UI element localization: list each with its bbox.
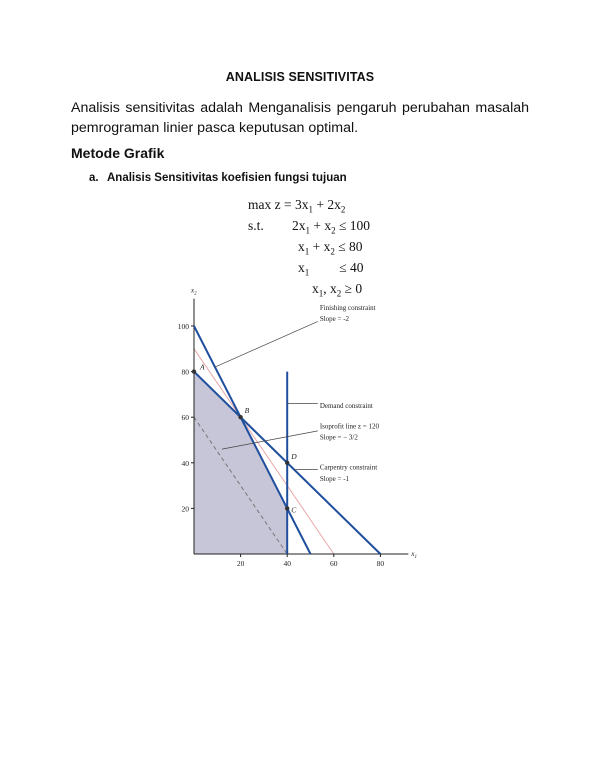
- y-tick-label: 40: [181, 458, 189, 468]
- constraint-label: s.t.: [248, 218, 264, 233]
- carpentry-slope: Slope = -1: [319, 474, 350, 483]
- objective-function: $\max z = 3x_1 + 2x_2$: [248, 197, 346, 215]
- x-tick-label: 80: [376, 559, 385, 568]
- x-tick-label: 20: [236, 559, 245, 568]
- intro-paragraph: [71, 98, 529, 138]
- y-tick-label: 80: [181, 367, 189, 377]
- finishing-label: Finishing constraint: [319, 303, 376, 312]
- constraint-finishing: $2x_1 + x_2 \le 100$: [292, 218, 371, 236]
- finishing-leader: [215, 321, 318, 367]
- corner-point-a: [192, 369, 196, 373]
- constraint-carpentry: $x_1 + x_2 \le 80$: [298, 239, 363, 257]
- intro-line-1: Analisis sensitivitas adalah Menganalisis pengaruh perubahan masalah: [71, 100, 529, 116]
- x-tick-label: 40: [283, 559, 291, 568]
- corner-label-a: A: [200, 362, 205, 372]
- isoprofit-label: Isoprofit line z = 120: [319, 422, 379, 431]
- isoprofit-slope: Slope = − 3/2: [319, 433, 358, 442]
- subsection-title: Analisis Sensitivitas koefisien fungsi tujuan: [107, 172, 347, 184]
- demand-label: Demand constraint: [319, 401, 373, 410]
- y-tick-label: 60: [181, 413, 189, 423]
- corner-label-d: D: [291, 451, 297, 461]
- x-tick-label: 60: [330, 559, 338, 568]
- carpentry-label: Carpentry constraint: [319, 463, 378, 472]
- corner-label-b: B: [244, 406, 250, 416]
- document-title: ANALISIS SENSITIVITAS: [225, 70, 375, 84]
- sensitivity-graph: [160, 280, 430, 575]
- feasible-region: [194, 372, 287, 554]
- y-axis-label: $x_2$: [191, 286, 197, 297]
- section-heading: Metode Grafik: [71, 145, 165, 161]
- constraint-nonnegativity: $x_1$, $x_2 \ge 0$: [312, 281, 363, 299]
- subsection-marker: a.: [89, 172, 99, 184]
- corner-point-d: [285, 461, 289, 465]
- constraint-demand: $x_1 \le 40$: [298, 260, 364, 278]
- finishing-slope: Slope = -2: [319, 315, 350, 324]
- corner-point-b: [238, 415, 242, 419]
- corner-label-c: C: [291, 505, 297, 515]
- intro-line-2: pemrograman linier pasca keputusan optimal.: [71, 120, 359, 136]
- subsection-heading: [89, 172, 347, 184]
- y-tick-label: 20: [181, 504, 189, 514]
- x-axis-label: $x_1$: [411, 550, 417, 560]
- y-tick-label: 100: [177, 322, 189, 331]
- corner-point-c: [285, 506, 289, 510]
